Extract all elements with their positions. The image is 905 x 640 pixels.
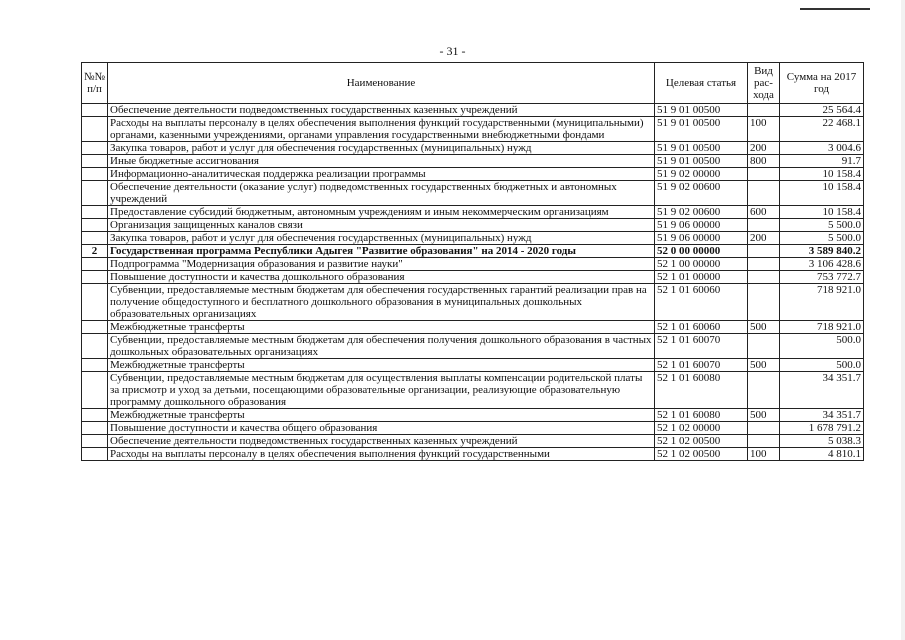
cell-num (82, 409, 108, 422)
table-row (82, 409, 864, 422)
cell-code: 51 9 06 00000 (655, 232, 748, 245)
cell-name: Обеспечение деятельности подведомственных государственных казенных учреждений (108, 435, 655, 448)
table-row (82, 284, 864, 321)
header-code: Целевая статья (655, 63, 748, 104)
table-row (82, 359, 864, 372)
corner-mark (800, 8, 870, 10)
table-row (82, 271, 864, 284)
cell-num (82, 219, 108, 232)
cell-code: 52 1 02 00500 (655, 448, 748, 461)
table-row (82, 258, 864, 271)
table-row (82, 181, 864, 206)
cell-name: Расходы на выплаты персоналу в целях обеспечения выполнения функций государственными (муниципальными) органами, казенными учреждениями, органами управления государственными внебюджетными фондами (108, 117, 655, 142)
cell-num (82, 422, 108, 435)
table-row (82, 334, 864, 359)
cell-amount: 500.0 (780, 334, 864, 359)
cell-code: 51 9 02 00600 (655, 181, 748, 206)
cell-num (82, 258, 108, 271)
cell-amount: 34 351.7 (780, 372, 864, 409)
cell-type (748, 284, 780, 321)
cell-type (748, 219, 780, 232)
cell-name: Субвенции, предоставляемые местным бюджетам для обеспечения получения дошкольного образования в частных дошкольных образовательных организациях (108, 334, 655, 359)
cell-num (82, 372, 108, 409)
cell-name: Обеспечение деятельности подведомственных государственных казенных учреждений (108, 104, 655, 117)
cell-amount: 718 921.0 (780, 284, 864, 321)
page-edge (901, 0, 905, 640)
cell-amount: 5 500.0 (780, 232, 864, 245)
cell-num (82, 168, 108, 181)
cell-code: 51 9 01 00500 (655, 104, 748, 117)
cell-num: 2 (82, 245, 108, 258)
cell-amount: 500.0 (780, 359, 864, 372)
cell-name: Субвенции, предоставляемые местным бюджетам для осуществления выплаты компенсации родительской платы за присмотр и уход за детьми, посещающими образовательные организации, реализующие образовательную программу дошкольного образования (108, 372, 655, 409)
cell-num (82, 448, 108, 461)
cell-name: Закупка товаров, работ и услуг для обеспечения государственных (муниципальных) нужд (108, 232, 655, 245)
cell-num (82, 271, 108, 284)
cell-num (82, 435, 108, 448)
header-name: Наименование (108, 63, 655, 104)
cell-num (82, 321, 108, 334)
cell-type: 800 (748, 155, 780, 168)
cell-num (82, 104, 108, 117)
cell-code: 52 1 02 00500 (655, 435, 748, 448)
cell-amount: 10 158.4 (780, 168, 864, 181)
cell-type: 500 (748, 321, 780, 334)
cell-type (748, 258, 780, 271)
cell-code: 51 9 06 00000 (655, 219, 748, 232)
table-row (82, 245, 864, 258)
cell-num (82, 206, 108, 219)
cell-code: 52 1 01 00000 (655, 271, 748, 284)
cell-name: Государственная программа Республики Адыгея "Развитие образования" на 2014 - 2020 годы (108, 245, 655, 258)
cell-name: Межбюджетные трансферты (108, 409, 655, 422)
cell-name: Информационно-аналитическая поддержка реализации программы (108, 168, 655, 181)
header-num: №№ п/п (82, 63, 108, 104)
cell-type (748, 181, 780, 206)
cell-type: 600 (748, 206, 780, 219)
table-row (82, 219, 864, 232)
cell-type (748, 334, 780, 359)
cell-amount: 3 589 840.2 (780, 245, 864, 258)
cell-name: Организация защищенных каналов связи (108, 219, 655, 232)
cell-name: Межбюджетные трансферты (108, 359, 655, 372)
cell-name: Обеспечение деятельности (оказание услуг) подведомственных государственных бюджетных и автономных учреждений (108, 181, 655, 206)
cell-type: 100 (748, 117, 780, 142)
cell-type (748, 245, 780, 258)
cell-code: 51 9 02 00600 (655, 206, 748, 219)
cell-code: 52 1 01 60080 (655, 409, 748, 422)
cell-amount: 3 106 428.6 (780, 258, 864, 271)
cell-code: 52 1 01 60070 (655, 359, 748, 372)
cell-code: 51 9 01 00500 (655, 142, 748, 155)
cell-num (82, 181, 108, 206)
cell-amount: 34 351.7 (780, 409, 864, 422)
cell-code: 51 9 01 00500 (655, 155, 748, 168)
cell-name: Расходы на выплаты персоналу в целях обеспечения выполнения функций государственными (108, 448, 655, 461)
header-type: Вид рас-хода (748, 63, 780, 104)
cell-type (748, 104, 780, 117)
cell-type (748, 271, 780, 284)
cell-type: 200 (748, 232, 780, 245)
budget-table (81, 62, 864, 461)
cell-code: 52 1 01 60070 (655, 334, 748, 359)
cell-amount: 4 810.1 (780, 448, 864, 461)
cell-amount: 22 468.1 (780, 117, 864, 142)
table-row (82, 117, 864, 142)
table-row (82, 206, 864, 219)
cell-num (82, 359, 108, 372)
cell-code: 52 1 00 00000 (655, 258, 748, 271)
table-row (82, 232, 864, 245)
cell-type: 200 (748, 142, 780, 155)
table-row (82, 321, 864, 334)
cell-type (748, 435, 780, 448)
cell-type (748, 168, 780, 181)
table-body (82, 104, 864, 461)
table-row (82, 448, 864, 461)
cell-type: 100 (748, 448, 780, 461)
table-row (82, 372, 864, 409)
cell-code: 52 0 00 00000 (655, 245, 748, 258)
cell-code: 52 1 01 60060 (655, 321, 748, 334)
cell-amount: 91.7 (780, 155, 864, 168)
cell-amount: 10 158.4 (780, 181, 864, 206)
cell-type: 500 (748, 409, 780, 422)
cell-name: Предоставление субсидий бюджетным, автономным учреждениям и иным некоммерческим организациям (108, 206, 655, 219)
cell-num (82, 284, 108, 321)
cell-amount: 753 772.7 (780, 271, 864, 284)
cell-num (82, 334, 108, 359)
table-row (82, 422, 864, 435)
cell-amount: 3 004.6 (780, 142, 864, 155)
cell-code: 51 9 02 00000 (655, 168, 748, 181)
cell-code: 52 1 01 60080 (655, 372, 748, 409)
cell-name: Закупка товаров, работ и услуг для обеспечения государственных (муниципальных) нужд (108, 142, 655, 155)
header-amount: Сумма на 2017 год (780, 63, 864, 104)
cell-amount: 1 678 791.2 (780, 422, 864, 435)
table-row (82, 435, 864, 448)
cell-amount: 10 158.4 (780, 206, 864, 219)
cell-name: Субвенции, предоставляемые местным бюджетам для обеспечения государственных гарантий реализации прав на получение общедоступного и бесплатного дошкольного образования в муниципальных дошкольных образовательных организациях (108, 284, 655, 321)
cell-num (82, 117, 108, 142)
cell-amount: 5 038.3 (780, 435, 864, 448)
table-row (82, 168, 864, 181)
cell-num (82, 142, 108, 155)
cell-num (82, 232, 108, 245)
cell-amount: 718 921.0 (780, 321, 864, 334)
cell-name: Подпрограмма "Модернизация образования и развитие науки" (108, 258, 655, 271)
table-row (82, 104, 864, 117)
cell-num (82, 155, 108, 168)
table-row (82, 142, 864, 155)
page-number: - 31 - (439, 44, 466, 58)
cell-type (748, 372, 780, 409)
cell-name: Повышение доступности и качества дошкольного образования (108, 271, 655, 284)
cell-amount: 25 564.4 (780, 104, 864, 117)
table-row (82, 155, 864, 168)
cell-name: Межбюджетные трансферты (108, 321, 655, 334)
cell-code: 52 1 01 60060 (655, 284, 748, 321)
cell-name: Повышение доступности и качества общего образования (108, 422, 655, 435)
cell-name: Иные бюджетные ассигнования (108, 155, 655, 168)
table-header-row (82, 63, 864, 104)
cell-code: 51 9 01 00500 (655, 117, 748, 142)
cell-type (748, 422, 780, 435)
cell-code: 52 1 02 00000 (655, 422, 748, 435)
cell-amount: 5 500.0 (780, 219, 864, 232)
cell-type: 500 (748, 359, 780, 372)
